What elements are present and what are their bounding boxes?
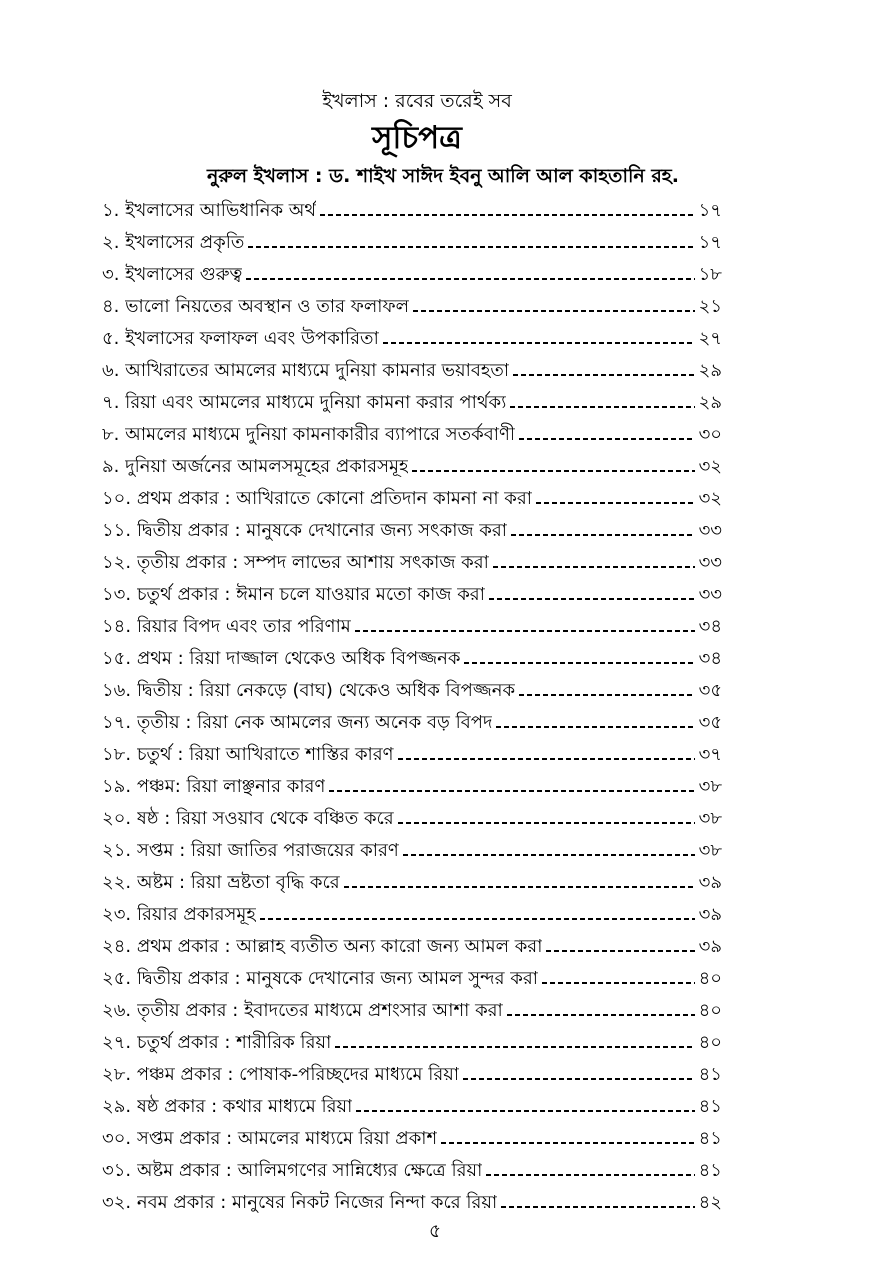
toc-dot-leader [489, 598, 695, 600]
toc-entry-title: অষ্টম : রিয়া ভ্রষ্টতা বৃদ্ধি করে [136, 872, 340, 893]
toc-dot-leader [519, 438, 695, 440]
toc-entry-page: ৩৩ [698, 584, 722, 605]
toc-entry-title: তৃতীয় : রিয়া নেক আমলের জন্য অনেক বড় বিপদ [136, 712, 493, 733]
toc-entry-page: ৩৭ [698, 744, 722, 765]
toc-entry-page: ৩৫ [698, 712, 722, 733]
toc-entry-number: ৫. [102, 328, 120, 349]
toc-entry-number: ১৭. [102, 712, 132, 733]
toc-entry-number: ১৮. [102, 744, 132, 765]
toc-entry-page: ৩০ [698, 424, 722, 445]
toc-entry-page: ৪১ [698, 1160, 722, 1181]
toc-entry-page: ৩৯ [698, 872, 722, 893]
toc-entry-number: ২৯. [102, 1096, 132, 1117]
toc-dot-leader [542, 982, 695, 984]
toc-entry-number: ১৪. [102, 616, 132, 637]
toc-entry-title: রিয়ার প্রকারসমূহ [136, 904, 256, 925]
toc-dot-leader [536, 502, 695, 504]
toc-dot-leader [519, 694, 695, 696]
toc-entry-page: ১৭ [698, 232, 722, 253]
toc-dot-leader [383, 342, 695, 344]
toc-entry [102, 544, 722, 576]
toc-entry-title: ষষ্ঠ : রিয়া সওয়াব থেকে বঞ্চিত করে [136, 808, 394, 829]
toc-entry-number: ৯. [102, 456, 120, 477]
toc-entry [102, 1024, 722, 1056]
toc-entry [102, 416, 722, 448]
toc-dot-leader [501, 1206, 695, 1208]
toc-dot-leader [355, 630, 695, 632]
toc-entry-number: ১০. [102, 488, 132, 509]
toc-entry-number: ৩২. [102, 1192, 132, 1213]
toc-entry-number: ২. [102, 232, 120, 253]
toc-entry-title: প্রথম প্রকার : আখিরাতে কোনো প্রতিদান কামনা না করা [136, 488, 533, 509]
toc-dot-leader [486, 1174, 695, 1176]
toc-entry [102, 320, 722, 352]
running-header: ইখলাস : রবের তরেই সব [322, 90, 512, 112]
toc-entry-number: ৭. [102, 392, 120, 413]
toc-entry-page: ৪১ [698, 1128, 722, 1149]
toc-entry [102, 1120, 722, 1152]
toc-entry-page: ৩২ [698, 488, 722, 509]
toc-entry-page: ৪০ [698, 968, 722, 989]
toc-dot-leader [335, 1046, 695, 1048]
toc-entry-page: ৪১ [698, 1096, 722, 1117]
toc-dot-leader [412, 470, 695, 472]
toc-entry-title: ইখলাসের ফলাফল এবং উপকারিতা [125, 328, 379, 349]
toc-entry-title: ইখলাসের প্রকৃতি [125, 232, 245, 253]
toc-entry-title: চতুর্থ প্রকার : শারীরিক রিয়া [136, 1032, 332, 1053]
toc-entry-page: ৩২ [698, 456, 722, 477]
toc-entry [102, 800, 722, 832]
toc-entry [102, 608, 722, 640]
toc-entry-title: দ্বিতীয় : রিয়া নেকড়ে (বাঘ) থেকেও অধিক বিপজ্জনক [136, 680, 516, 701]
toc-dot-leader [496, 726, 695, 728]
toc-entry [102, 288, 722, 320]
toc-entry-page: ৪১ [698, 1064, 722, 1085]
toc-dot-leader [356, 1110, 695, 1112]
toc-entry-page: ৩৪ [698, 616, 722, 637]
toc-entry [102, 352, 722, 384]
toc-entry [102, 704, 722, 736]
toc-entry [102, 960, 722, 992]
toc-entry-title: চতুর্থ : রিয়া আখিরাতে শাস্তির কারণ [136, 744, 394, 765]
toc-entry-title: রিয়া এবং আমলের মাধ্যমে দুনিয়া কামনা করার পার্থক্য [125, 392, 507, 413]
toc-entry-title: দ্বিতীয় প্রকার : মানুষকে দেখানোর জন্য আমল সুন্দর করা [136, 968, 538, 989]
section-subtitle: নুরুল ইখলাস : ড. শাইখ সাঈদ ইবনু আলি আল কাহতানি রহ. [206, 165, 679, 187]
toc-entry-title: চতুর্থ প্রকার : ঈমান চলে যাওয়ার মতো কাজ করা [136, 584, 485, 605]
toc-entry-title: নবম প্রকার : মানুষের নিকট নিজের নিন্দা করে রিয়া [136, 1192, 498, 1213]
toc-entry [102, 672, 722, 704]
toc-entry-title: রিয়ার বিপদ এবং তার পরিণাম [136, 616, 351, 637]
toc-entry-title: আমলের মাধ্যমে দুনিয়া কামনাকারীর ব্যাপারে সতর্কবাণী [125, 424, 516, 445]
toc-entry-page: ২১ [698, 296, 722, 317]
toc-entry [102, 384, 722, 416]
toc-entry [102, 896, 722, 928]
toc-entry-title: আখিরাতের আমলের মাধ্যমে দুনিয়া কামনার ভয়াবহতা [125, 360, 510, 381]
toc-entry-page: ২৯ [698, 360, 722, 381]
toc-entry-number: ৩. [102, 264, 120, 285]
toc-entry-number: ২২. [102, 872, 132, 893]
toc-entry-number: ৩০. [102, 1128, 132, 1149]
toc-dot-leader [510, 406, 695, 408]
toc-dot-leader [413, 310, 695, 312]
table-of-contents [102, 192, 722, 1216]
toc-entry [102, 512, 722, 544]
toc-dot-leader [464, 662, 695, 664]
toc-entry-title: অষ্টম প্রকার : আলিমগণের সান্নিধ্যের ক্ষেত্রে রিয়া [136, 1160, 483, 1181]
toc-dot-leader [246, 278, 695, 280]
toc-entry [102, 1088, 722, 1120]
toc-dot-leader [398, 758, 695, 760]
toc-entry-number: ৪. [102, 296, 120, 317]
toc-entry [102, 1056, 722, 1088]
toc-entry-number: ১. [102, 200, 120, 221]
toc-entry-number: ১৯. [102, 776, 132, 797]
toc-entry [102, 1184, 722, 1216]
toc-entry [102, 1152, 722, 1184]
toc-entry-number: ১২. [102, 552, 132, 573]
toc-entry-number: ২৬. [102, 1000, 132, 1021]
toc-entry-page: ৩৯ [698, 936, 722, 957]
toc-entry [102, 192, 722, 224]
toc-entry-page: ২৭ [698, 328, 722, 349]
toc-dot-leader [463, 1078, 695, 1080]
toc-entry-title: সপ্তম প্রকার : আমলের মাধ্যমে রিয়া প্রকাশ [136, 1128, 438, 1149]
toc-dot-leader [329, 790, 695, 792]
toc-entry-title: ইখলাসের আভিধানিক অর্থ [125, 200, 317, 221]
toc-entry [102, 832, 722, 864]
toc-entry-page: ১৭ [698, 200, 722, 221]
toc-dot-leader [513, 374, 695, 376]
page-title: সূচিপত্র [372, 120, 462, 156]
toc-entry-page: ৩৫ [698, 680, 722, 701]
toc-entry [102, 992, 722, 1024]
toc-entry-page: ৩৮ [698, 840, 722, 861]
toc-dot-leader [344, 886, 695, 888]
toc-entry-title: ষষ্ঠ প্রকার : কথার মাধ্যমে রিয়া [136, 1096, 353, 1117]
toc-entry-number: ২০. [102, 808, 132, 829]
toc-entry [102, 768, 722, 800]
toc-entry [102, 576, 722, 608]
toc-entry-number: ১১. [102, 520, 132, 541]
toc-entry-page: ৩৮ [698, 808, 722, 829]
toc-entry-page: ৩৮ [698, 776, 722, 797]
toc-entry-number: ১৬. [102, 680, 132, 701]
toc-entry-number: ২৩. [102, 904, 132, 925]
toc-entry-title: ইখলাসের গুরুত্ব [125, 264, 243, 285]
toc-entry-number: ২৫. [102, 968, 132, 989]
toc-entry-title: তৃতীয় প্রকার : ইবাদতের মাধ্যমে প্রশংসার আশা করা [136, 1000, 503, 1021]
toc-dot-leader [511, 534, 695, 536]
toc-entry-page: ২৯ [698, 392, 722, 413]
toc-entry-page: ৩৯ [698, 904, 722, 925]
toc-dot-leader [248, 246, 695, 248]
toc-entry [102, 480, 722, 512]
toc-entry-title: ভালো নিয়তের অবস্থান ও তার ফলাফল [125, 296, 410, 317]
toc-dot-leader [493, 566, 695, 568]
toc-entry-title: প্রথম : রিয়া দাজ্জাল থেকেও অধিক বিপজ্জনক [136, 648, 461, 669]
toc-entry [102, 256, 722, 288]
toc-entry-number: ২৭. [102, 1032, 132, 1053]
toc-dot-leader [320, 214, 695, 216]
toc-entry-number: ১৫. [102, 648, 132, 669]
toc-entry-page: ৪০ [698, 1000, 722, 1021]
toc-entry-page: ১৮ [698, 264, 722, 285]
toc-entry-title: দ্বিতীয় প্রকার : মানুষকে দেখানোর জন্য সৎকাজ করা [136, 520, 508, 541]
toc-dot-leader [403, 854, 695, 856]
page-number: ৫ [428, 1220, 442, 1242]
toc-entry [102, 448, 722, 480]
toc-entry-page: ৩৩ [698, 552, 722, 573]
toc-entry-title: প্রথম প্রকার : আল্লাহ ব্যতীত অন্য কারো জন্য আমল করা [136, 936, 543, 957]
toc-entry [102, 224, 722, 256]
toc-entry-title: পঞ্চম: রিয়া লাঞ্ছনার কারণ [136, 776, 326, 797]
toc-entry [102, 736, 722, 768]
toc-entry-page: ৩৩ [698, 520, 722, 541]
toc-entry-title: দুনিয়া অর্জনের আমলসমূহের প্রকারসমূহ [125, 456, 409, 477]
toc-entry-page: ৪২ [698, 1192, 722, 1213]
toc-dot-leader [546, 950, 695, 952]
toc-dot-leader [398, 822, 695, 824]
toc-entry-number: ৩১. [102, 1160, 132, 1181]
toc-entry [102, 864, 722, 896]
toc-entry [102, 640, 722, 672]
toc-entry-number: ২১. [102, 840, 132, 861]
toc-entry-page: ৪০ [698, 1032, 722, 1053]
toc-dot-leader [507, 1014, 695, 1016]
toc-entry-number: ১৩. [102, 584, 132, 605]
toc-dot-leader [441, 1142, 695, 1144]
toc-dot-leader [260, 918, 695, 920]
toc-entry-number: ৬. [102, 360, 120, 381]
toc-entry-title: পঞ্চম প্রকার : পোষাক-পরিচ্ছদের মাধ্যমে রিয়া [136, 1064, 460, 1085]
toc-entry-number: ২৪. [102, 936, 132, 957]
toc-entry-page: ৩৪ [698, 648, 722, 669]
toc-entry [102, 928, 722, 960]
toc-entry-number: ২৮. [102, 1064, 132, 1085]
toc-entry-number: ৮. [102, 424, 120, 445]
toc-entry-title: তৃতীয় প্রকার : সম্পদ লাভের আশায় সৎকাজ করা [136, 552, 489, 573]
toc-entry-title: সপ্তম : রিয়া জাতির পরাজয়ের কারণ [136, 840, 399, 861]
